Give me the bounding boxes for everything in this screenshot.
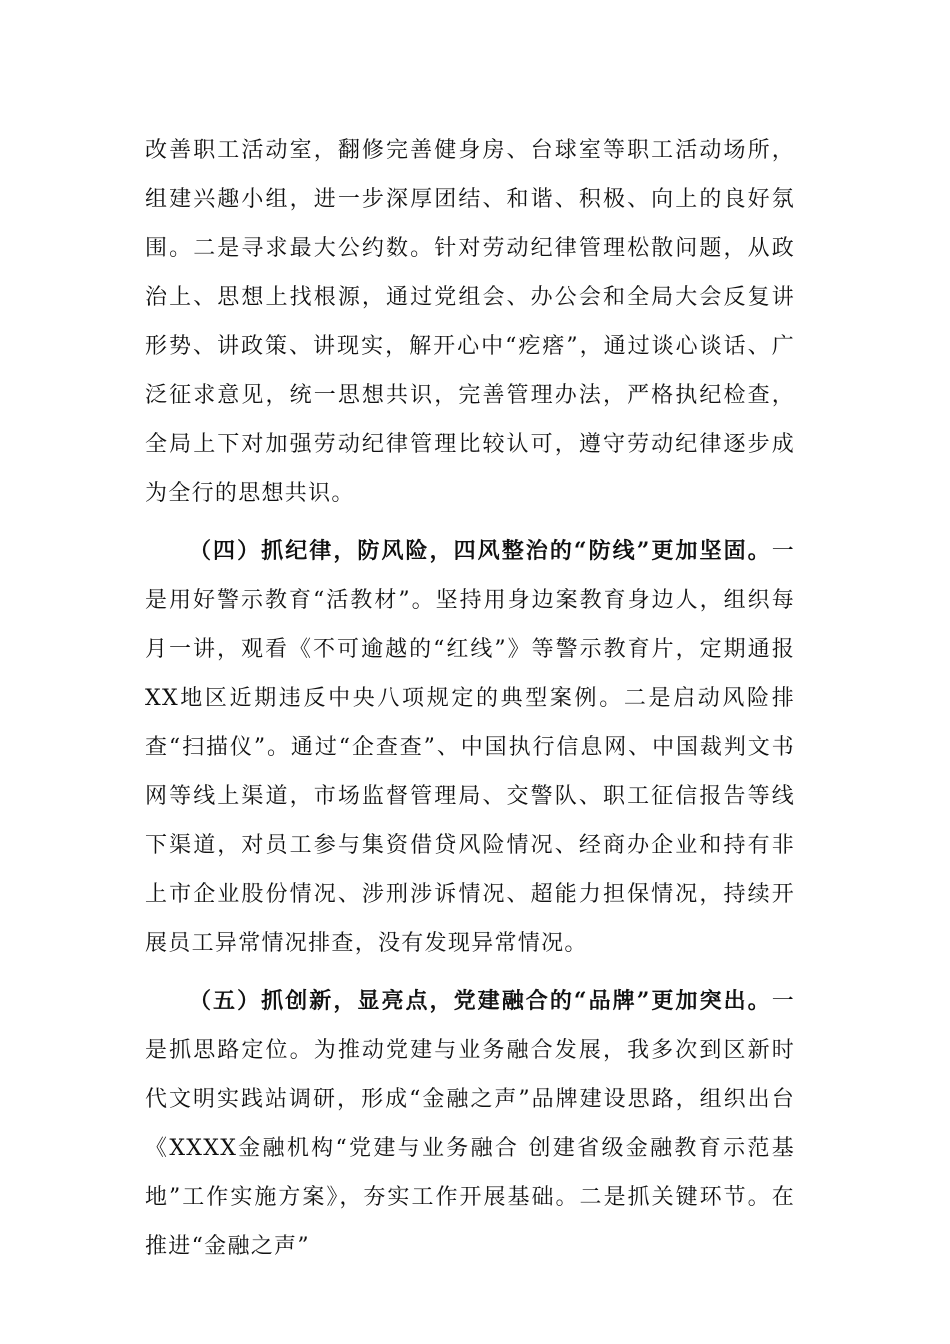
section-heading: （四）抓纪律，防风险，四风整治的“防线”更加坚固。 (189, 538, 772, 564)
paragraph-continuation (145, 126, 795, 518)
section-heading: （五）抓创新，显亮点，党建融合的“品牌”更加突出。 (189, 988, 772, 1014)
document-body (145, 126, 795, 1271)
paragraph-text: 一是抓思路定位。为推动党建与业务融合发展，我多次到区新时代文明实践站调研，形成“金融之声”品牌建设思路，组织出台《XXXX金融机构“党建与业务融合 创建省级金融教育示范基地”工作实施方案》，夯实工作开展基础。二是抓关键环节。在推进“金融之声” (145, 989, 795, 1259)
paragraph-text: 一是用好警示教育“活教材”。坚持用身边案教育身边人，组织每月一讲，观看《不可逾越的“红线”》等警示教育片，定期通报XX地区近期违反中央八项规定的典型案例。二是启动风险排查“扫描仪”。通过“企查查”、中国执行信息网、中国裁判文书网等线上渠道，市场监督管理局、交警队、职工征信报告等线下渠道，对员工参与集资借贷风险情况、经商办企业和持有非上市企业股份情况、涉刑涉诉情况、超能力担保情况，持续开展员工异常情况排查，没有发现异常情况。 (145, 539, 795, 956)
paragraph-section-4 (145, 527, 795, 968)
paragraph-text: 改善职工活动室，翻修完善健身房、台球室等职工活动场所，组建兴趣小组，进一步深厚团结、和谐、积极、向上的良好氛围。二是寻求最大公约数。针对劳动纪律管理松散问题，从政治上、思想上找根源，通过党组会、办公会和全局大会反复讲形势、讲政策、讲现实，解开心中“疙瘩”，通过谈心谈话、广泛征求意见，统一思想共识，完善管理办法，严格执纪检查，全局上下对加强劳动纪律管理比较认可，遵守劳动纪律逐步成为全行的思想共识。 (145, 138, 795, 506)
paragraph-section-5 (145, 977, 795, 1271)
